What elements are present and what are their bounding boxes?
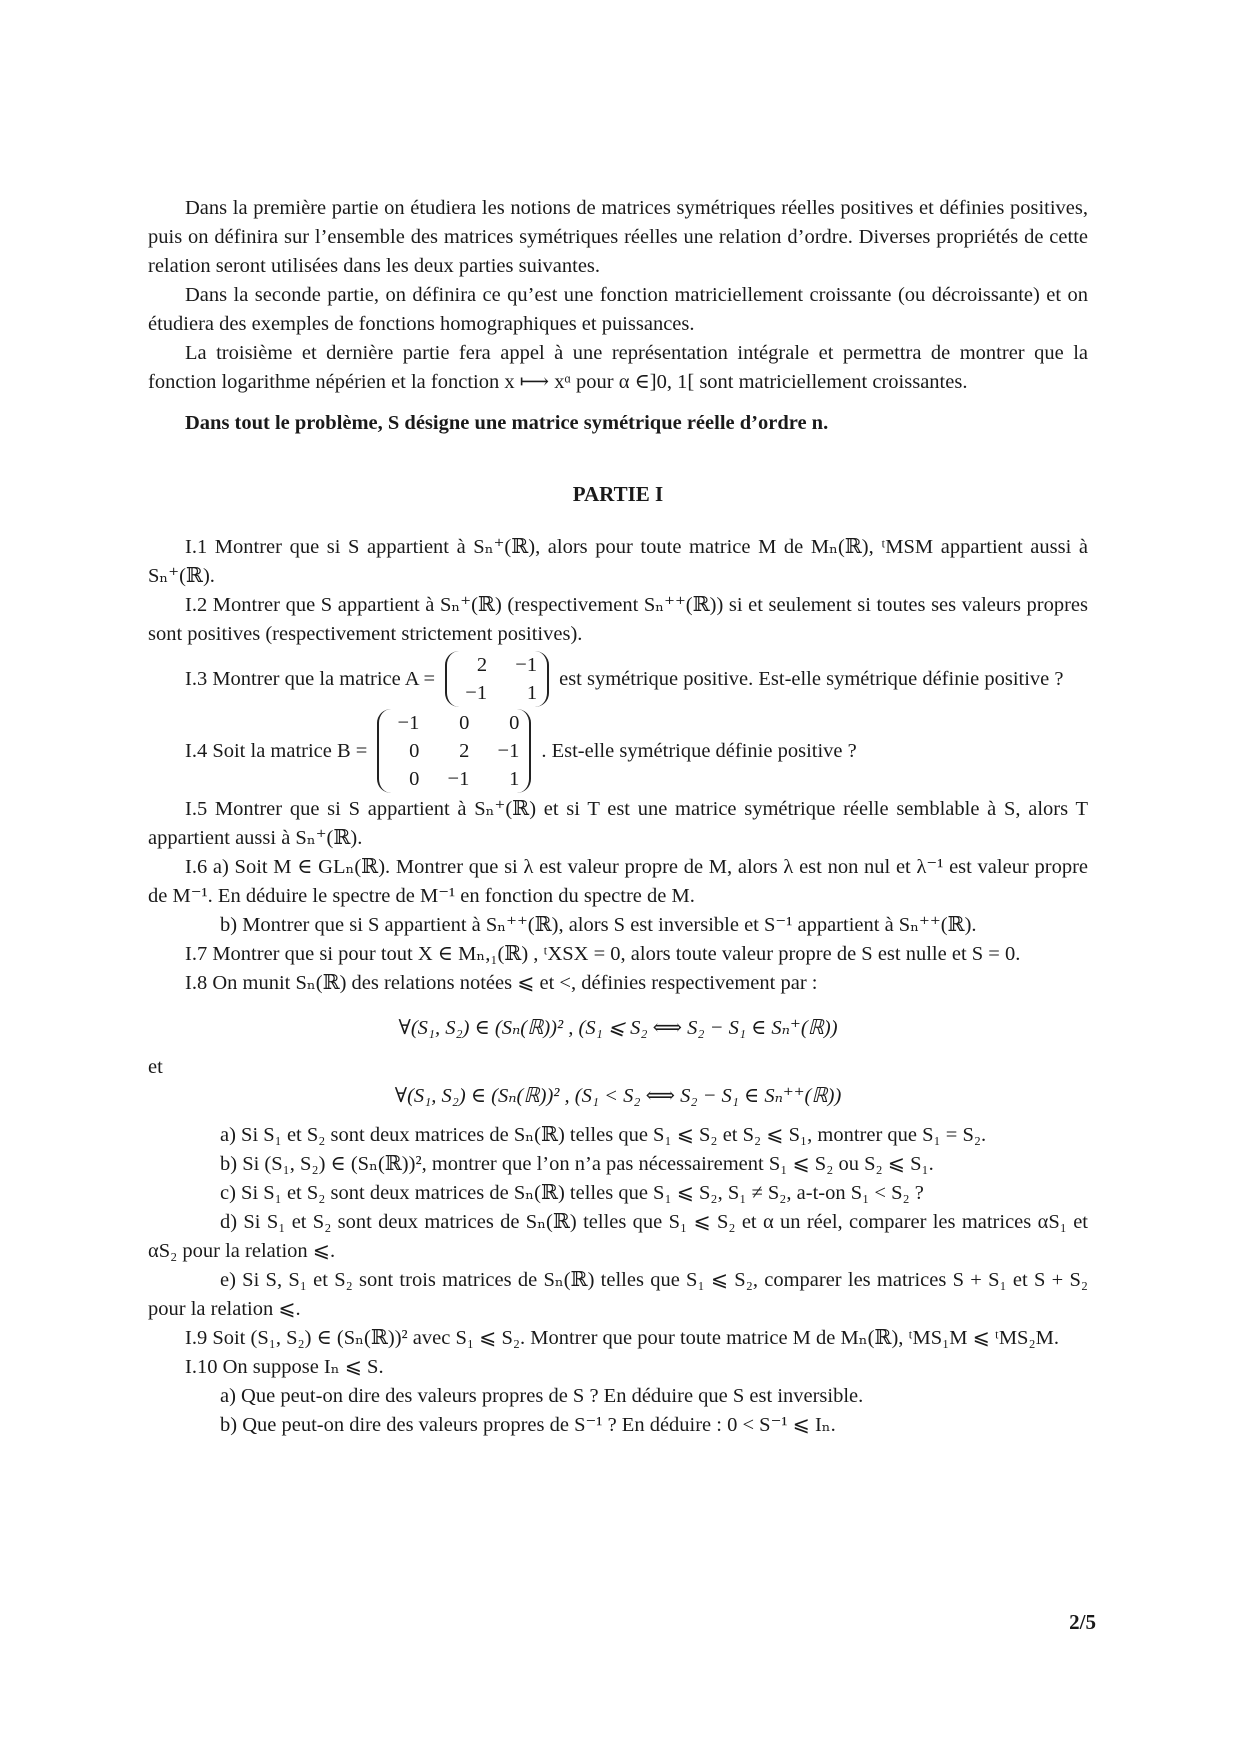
matrix-b-cell: 2 (459, 740, 470, 762)
matrix-a-cell: 1 (526, 682, 538, 704)
question-i4-text: I.4 Soit la matrice B = (185, 739, 368, 762)
question-i8a: a) Si S₁ et S₂ sont deux matrices de Sₙ(ℝ) telles que S₁ ⩽ S₂ et S₂ ⩽ S₁, montrer que S₁ = S₂. (220, 1124, 987, 1146)
question-i10: I.10 On suppose Iₙ ⩽ S. (185, 1356, 384, 1378)
question-i8b: b) Si (S₁, S₂) ∈ (Sₙ(ℝ))², montrer que l’on n’a pas nécessairement S₁ ⩽ S₂ ou S₂ ⩽ S₁. (220, 1153, 934, 1175)
formula-strict-relation: ∀(S₁, S₂) ∈ (Sₙ(ℝ))² , (S₁ < S₂ ⟺ S₂ − S₁ ∈ Sₙ⁺⁺(ℝ)) (394, 1085, 842, 1107)
question-i1: I.1 Montrer que si S appartient à Sₙ⁺(ℝ), alors pour toute matrice M de Mₙ(ℝ), ᵗMSM appartient aussi à Sₙ⁺(ℝ). (148, 536, 1088, 587)
question-i3 (148, 651, 1088, 707)
matrix-b-cell: −1 (397, 712, 420, 734)
matrix-a-cell: 2 (476, 654, 488, 676)
intro-paragraph-2: Dans la seconde partie, on définira ce qu’est une fonction matriciellement croissante (ou décroissante) et on étudiera des exemples de fonctions homographiques et puissances. (148, 284, 1088, 335)
page-number: 2/5 (1069, 1610, 1096, 1634)
question-i3-text: I.3 Montrer que la matrice A = (185, 667, 436, 690)
formula-order-relation: ∀(S₁, S₂) ∈ (Sₙ(ℝ))² , (S₁ ⩽ S₂ ⟺ S₂ − S₁ ∈ Sₙ⁺(ℝ)) (398, 1017, 838, 1039)
question-i3-tail: est symétrique positive. Est-elle symétrique définie positive ? (559, 667, 1064, 690)
matrix-b-cell: 1 (509, 768, 520, 790)
intro-note: Dans tout le problème, S désigne une matrice symétrique réelle d’ordre n. (185, 412, 829, 434)
question-i9: I.9 Soit (S₁, S₂) ∈ (Sₙ(ℝ))² avec S₁ ⩽ S₂. Montrer que pour toute matrice M de Mₙ(ℝ), ᵗMS₁M ⩽ ᵗMS₂M. (185, 1327, 1059, 1349)
question-i6b: b) Montrer que si S appartient à Sₙ⁺⁺(ℝ), alors S est inversible et S⁻¹ appartient à Sₙ⁺⁺(ℝ). (220, 914, 977, 936)
connector-et: et (148, 1056, 163, 1078)
matrix-b-cell: 0 (409, 768, 420, 790)
matrix-b (377, 709, 531, 793)
question-i7: I.7 Montrer que si pour tout X ∈ Mₙ,₁(ℝ) , ᵗXSX = 0, alors toute valeur propre de S est nulle et S = 0. (185, 943, 1021, 965)
question-i2: I.2 Montrer que S appartient à Sₙ⁺(ℝ) (respectivement Sₙ⁺⁺(ℝ)) si et seulement si toutes ses valeurs propres sont positives (respectivement strictement positives). (148, 594, 1088, 645)
intro-paragraph-1: Dans la première partie on étudiera les notions de matrices symétriques réelles positives et définies positives, puis on définira sur l’ensemble des matrices symétriques réelles une relation d’ordre. Diverses propriétés de cette relation seront utilisées dans les deux parties suivantes. (148, 197, 1088, 277)
question-i4 (148, 709, 1088, 793)
matrix-a (445, 651, 549, 707)
question-i8c: c) Si S₁ et S₂ sont deux matrices de Sₙ(ℝ) telles que S₁ ⩽ S₂, S₁ ≠ S₂, a-t-on S₁ < S₂ ? (220, 1182, 924, 1204)
matrix-b-cell: 0 (459, 712, 470, 734)
matrix-b-cell: −1 (447, 768, 470, 790)
matrix-b-cell: −1 (497, 740, 520, 762)
question-i10b: b) Que peut-on dire des valeurs propres de S⁻¹ ? En déduire : 0 < S⁻¹ ⩽ Iₙ. (220, 1414, 836, 1436)
question-i8d: d) Si S₁ et S₂ sont deux matrices de Sₙ(ℝ) telles que S₁ ⩽ S₂ et α un réel, comparer les matrices αS₁ et αS₂ pour la relation ⩽. (148, 1211, 1088, 1262)
question-i8: I.8 On munit Sₙ(ℝ) des relations notées ⩽ et <, définies respectivement par : (185, 972, 818, 994)
part-title: PARTIE I (572, 482, 664, 506)
question-i5: I.5 Montrer que si S appartient à Sₙ⁺(ℝ) et si T est une matrice symétrique réelle semblable à S, alors T appartient aussi à Sₙ⁺(ℝ). (148, 798, 1088, 849)
matrix-b-cell: 0 (509, 712, 520, 734)
question-i8e: e) Si S, S₁ et S₂ sont trois matrices de Sₙ(ℝ) telles que S₁ ⩽ S₂, comparer les matrices S + S₁ et S + S₂ pour la relation ⩽. (148, 1269, 1088, 1320)
question-i4-tail: . Est-elle symétrique définie positive ? (541, 739, 857, 762)
document-body (148, 194, 1088, 1440)
matrix-b-cell: 0 (409, 740, 420, 762)
matrix-a-cell: −1 (465, 682, 488, 704)
question-i6a: I.6 a) Soit M ∈ GLₙ(ℝ). Montrer que si λ est valeur propre de M, alors λ est non nul et λ⁻¹ est valeur propre de M⁻¹. En déduire le spectre de M⁻¹ en fonction du spectre de M. (148, 856, 1088, 907)
matrix-a-cell: −1 (515, 654, 538, 676)
intro-paragraph-3: La troisième et dernière partie fera appel à une représentation intégrale et permettra de montrer que la fonction logarithme népérien et la fonction x ⟼ xᵅ pour α ∈]0, 1[ sont matriciellement croissantes. (148, 342, 1088, 393)
question-i10a: a) Que peut-on dire des valeurs propres de S ? En déduire que S est inversible. (220, 1385, 864, 1407)
